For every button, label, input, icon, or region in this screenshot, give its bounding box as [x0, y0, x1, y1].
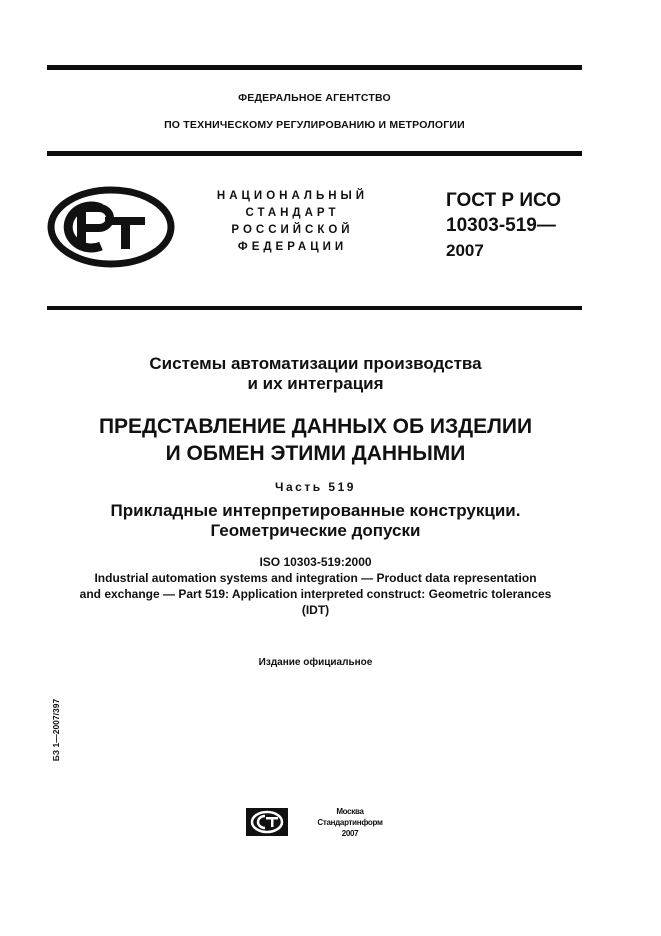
middle-rule [47, 151, 582, 156]
edition-label: Издание официальное [258, 657, 373, 668]
publisher-city: Москва [336, 807, 364, 816]
national-line: ФЕДЕРАЦИИ [237, 241, 348, 253]
systems-title-line2: и их интеграция [247, 374, 384, 393]
top-rule [47, 65, 582, 70]
part-number: Часть 519 [275, 480, 356, 494]
designation-line2: 10303-519— [446, 215, 556, 236]
main-title-line1: ПРЕДСТАВЛЕНИЕ ДАННЫХ ОБ ИЗДЕЛИИ [98, 415, 533, 438]
iso-number: ISO 10303-519:2000 [259, 555, 372, 569]
publisher-imprint [300, 806, 400, 839]
gost-r-certification-mark-icon [47, 186, 175, 268]
designation-year: 2007 [446, 241, 484, 260]
national-line: СТАНДАРТ [245, 207, 340, 219]
iso-title-line2: and exchange — Part 519: Application interpreted construct: Geometric tolerances [79, 587, 552, 601]
publisher-name: Стандартинформ [317, 818, 383, 827]
national-line: НАЦИОНАЛЬНЫЙ [216, 190, 369, 202]
publisher-year: 2007 [341, 829, 359, 838]
standard-designation [446, 188, 596, 263]
agency-name-line2: ПО ТЕХНИЧЕСКОМУ РЕГУЛИРОВАНИЮ И МЕТРОЛОГИИ [164, 119, 465, 131]
main-title [20, 413, 611, 467]
national-standard-label [190, 188, 395, 256]
main-title-line2: И ОБМЕН ЭТИМИ ДАННЫМИ [165, 442, 466, 465]
iso-title-line1: Industrial automation systems and integration — Product data representation [94, 571, 537, 585]
designation-line1: ГОСТ Р ИСО [446, 190, 562, 211]
iso-title-line3: (IDT) [301, 603, 330, 617]
systems-title-line1: Системы автоматизации производства [149, 354, 482, 373]
bottom-rule [47, 306, 582, 310]
side-code: БЗ 1—2007/397 [51, 698, 61, 762]
national-line: РОССИЙСКОЙ [231, 224, 354, 236]
part-title [20, 501, 611, 541]
iso-reference [20, 554, 611, 618]
standartinform-logo-icon [246, 808, 288, 836]
agency-name-line1: ФЕДЕРАЛЬНОЕ АГЕНТСТВО [238, 92, 391, 104]
part-title-line1: Прикладные интерпретированные конструкции. [110, 501, 521, 520]
systems-title [20, 354, 611, 394]
part-title-line2: Геометрические допуски [210, 521, 421, 540]
